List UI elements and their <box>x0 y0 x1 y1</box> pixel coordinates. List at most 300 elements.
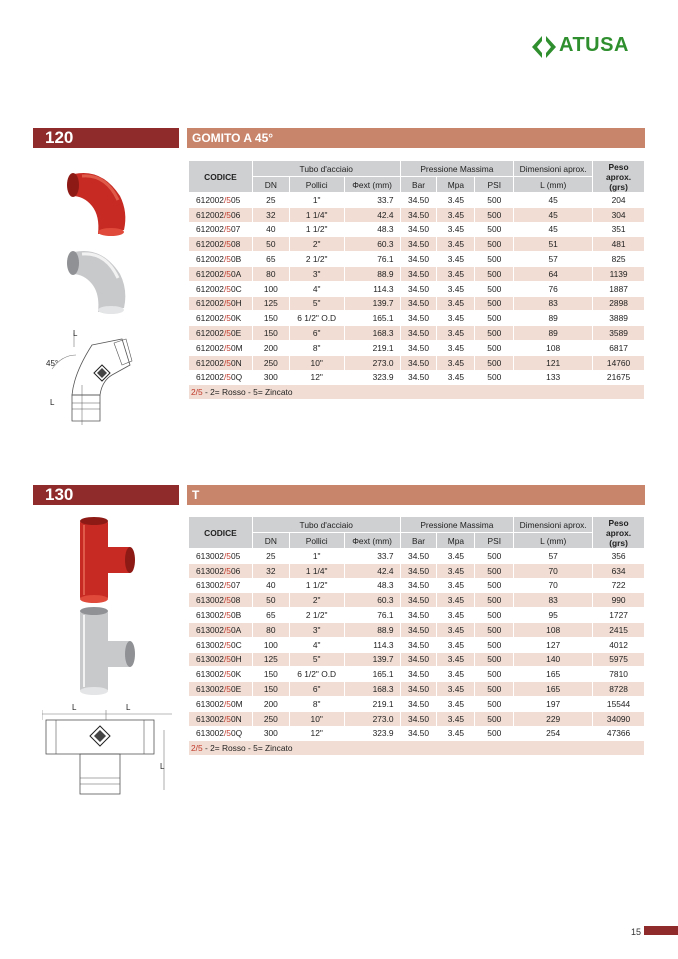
table-row <box>189 222 645 237</box>
elbow-galvanized-photo <box>62 240 137 320</box>
cell-l: 45 <box>514 193 593 208</box>
cell-codice <box>189 622 253 637</box>
cell-l: 133 <box>514 370 593 385</box>
table-row <box>189 252 645 267</box>
tee-table-body <box>189 549 645 756</box>
cell-psi: 500 <box>475 652 514 667</box>
cell-bar: 34.50 <box>400 696 437 711</box>
cell-mpa: 3.45 <box>437 340 475 355</box>
cell-bar: 34.50 <box>400 637 437 652</box>
header-dn: DN <box>252 177 289 193</box>
cell-phi: 33.7 <box>344 549 400 564</box>
cell-bar: 34.50 <box>400 281 437 296</box>
cell-codice <box>189 311 253 326</box>
cell-psi: 500 <box>475 608 514 623</box>
table-row <box>189 696 645 711</box>
legend-code: 2/5 <box>191 743 203 754</box>
header-phiext: Φext (mm) <box>344 177 400 193</box>
header-bar: Bar <box>400 533 437 549</box>
cell-mpa: 3.45 <box>437 696 475 711</box>
cell-bar: 34.50 <box>400 193 437 208</box>
code-suffix: 0K <box>230 313 242 324</box>
code-sep: /5 <box>223 728 231 739</box>
tee-spec-table <box>188 516 645 756</box>
code-sep: /5 <box>223 372 231 383</box>
tee-galvanized-photo <box>62 605 142 700</box>
cell-dn: 250 <box>252 355 289 370</box>
cell-psi: 500 <box>475 326 514 341</box>
cell-phi: 165.1 <box>344 667 400 682</box>
cell-mpa: 3.45 <box>437 593 475 608</box>
cell-bar: 34.50 <box>400 207 437 222</box>
cell-codice <box>189 355 253 370</box>
code-sep: /5 <box>223 224 231 235</box>
code-suffix: 06 <box>230 565 241 576</box>
cell-l: 70 <box>514 563 593 578</box>
cell-mpa: 3.45 <box>437 563 475 578</box>
code-prefix: 612002 <box>196 372 224 383</box>
code-sep: /5 <box>223 283 231 294</box>
cell-pollici: 5" <box>289 652 344 667</box>
table-row <box>189 326 645 341</box>
cell-codice <box>189 667 253 682</box>
cell-mpa: 3.45 <box>437 622 475 637</box>
cell-psi: 500 <box>475 237 514 252</box>
header-dimensioni: Dimensioni aprox. <box>514 161 593 177</box>
cell-pollici: 2 1/2" <box>289 252 344 267</box>
cell-pollici: 3" <box>289 622 344 637</box>
cell-pollici: 6 1/2" O.D <box>289 667 344 682</box>
cell-codice <box>189 696 253 711</box>
code-sep: /5 <box>223 194 231 205</box>
cell-codice <box>189 652 253 667</box>
cell-mpa: 3.45 <box>437 237 475 252</box>
cell-codice <box>189 682 253 697</box>
cell-dn: 32 <box>252 563 289 578</box>
cell-psi: 500 <box>475 340 514 355</box>
header-l-mm: L (mm) <box>514 177 593 193</box>
cell-l: 57 <box>514 549 593 564</box>
code-suffix: 0Q <box>230 728 243 739</box>
elbow-technical-drawing <box>42 325 142 430</box>
legend-code: 2/5 <box>191 387 203 398</box>
cell-psi: 500 <box>475 696 514 711</box>
cell-pollici: 4" <box>289 637 344 652</box>
cell-phi: 48.3 <box>344 578 400 593</box>
table-row <box>189 667 645 682</box>
dim-label-l-top: L <box>73 329 78 338</box>
cell-dn: 125 <box>252 652 289 667</box>
cell-l: 140 <box>514 652 593 667</box>
code-prefix: 612002 <box>196 268 224 279</box>
dim-label-l-side: L <box>160 762 165 771</box>
cell-psi: 500 <box>475 637 514 652</box>
code-suffix: 0N <box>230 713 242 724</box>
header-peso: Peso aprox. (grs) <box>593 517 645 549</box>
header-bar: Bar <box>400 177 437 193</box>
cell-pollici: 1" <box>289 549 344 564</box>
code-prefix: 612002 <box>196 328 224 339</box>
code-sep: /5 <box>223 268 231 279</box>
header-pollici: Pollici <box>289 177 344 193</box>
legend-text: - 2= Rosso - 5= Zincato <box>202 743 293 754</box>
page-number: 15 <box>631 927 642 937</box>
cell-phi: 219.1 <box>344 696 400 711</box>
code-suffix: 06 <box>230 209 241 220</box>
cell-bar: 34.50 <box>400 222 437 237</box>
cell-phi: 168.3 <box>344 682 400 697</box>
cell-phi: 76.1 <box>344 608 400 623</box>
cell-codice <box>189 296 253 311</box>
header-dimensioni: Dimensioni aprox. <box>514 517 593 533</box>
cell-phi: 323.9 <box>344 726 400 741</box>
cell-psi: 500 <box>475 622 514 637</box>
cell-bar: 34.50 <box>400 326 437 341</box>
brand-logo <box>531 33 651 61</box>
code-prefix: 613002 <box>196 580 224 591</box>
cell-bar: 34.50 <box>400 682 437 697</box>
code-prefix: 612002 <box>196 283 224 294</box>
cell-peso: 34090 <box>593 711 645 726</box>
table-row <box>189 563 645 578</box>
code-sep: /5 <box>223 639 231 650</box>
cell-bar: 34.50 <box>400 593 437 608</box>
cell-dn: 65 <box>252 608 289 623</box>
cell-pollici: 2 1/2" <box>289 608 344 623</box>
cell-psi: 500 <box>475 370 514 385</box>
code-prefix: 613002 <box>196 550 224 561</box>
brand-diamond-icon <box>531 35 557 59</box>
legend-row <box>189 385 645 400</box>
cell-bar: 34.50 <box>400 266 437 281</box>
cell-dn: 150 <box>252 326 289 341</box>
cell-pollici: 12" <box>289 726 344 741</box>
cell-peso: 634 <box>593 563 645 578</box>
cell-codice <box>189 370 253 385</box>
header-codice: CODICE <box>189 161 253 193</box>
cell-phi: 76.1 <box>344 252 400 267</box>
code-sep: /5 <box>223 698 231 709</box>
cell-phi: 60.3 <box>344 237 400 252</box>
code-suffix: 08 <box>230 239 241 250</box>
cell-mpa: 3.45 <box>437 726 475 741</box>
code-sep: /5 <box>223 342 231 353</box>
cell-psi: 500 <box>475 311 514 326</box>
elbow-red-photo <box>62 160 137 240</box>
code-prefix: 612002 <box>196 313 224 324</box>
cell-peso: 825 <box>593 252 645 267</box>
code-sep: /5 <box>223 298 231 309</box>
header-pressione: Pressione Massima <box>400 517 514 533</box>
cell-codice <box>189 193 253 208</box>
cell-pollici: 6" <box>289 682 344 697</box>
page-number-bar <box>644 926 678 935</box>
cell-pollici: 8" <box>289 340 344 355</box>
cell-codice <box>189 266 253 281</box>
section-number: 120 <box>33 128 179 148</box>
cell-pollici: 4" <box>289 281 344 296</box>
cell-pollici: 5" <box>289 296 344 311</box>
legend-text: - 2= Rosso - 5= Zincato <box>202 387 293 398</box>
code-prefix: 612002 <box>196 254 224 265</box>
code-prefix: 613002 <box>196 698 224 709</box>
cell-l: 45 <box>514 207 593 222</box>
section-number: 130 <box>33 485 179 505</box>
cell-dn: 80 <box>252 266 289 281</box>
cell-pollici: 6" <box>289 326 344 341</box>
header-pressione: Pressione Massima <box>400 161 514 177</box>
legend-cell <box>189 385 645 400</box>
table-row <box>189 578 645 593</box>
code-prefix: 613002 <box>196 713 224 724</box>
cell-psi: 500 <box>475 667 514 682</box>
cell-codice <box>189 222 253 237</box>
table-row <box>189 608 645 623</box>
cell-dn: 300 <box>252 726 289 741</box>
header-psi: PSI <box>475 177 514 193</box>
cell-phi: 168.3 <box>344 326 400 341</box>
cell-peso: 7810 <box>593 667 645 682</box>
code-prefix: 612002 <box>196 298 224 309</box>
header-tubo: Tubo d'acciaio <box>252 161 400 177</box>
header-mpa: Mpa <box>437 177 475 193</box>
code-suffix: 0K <box>230 669 242 680</box>
cell-mpa: 3.45 <box>437 578 475 593</box>
cell-peso: 481 <box>593 237 645 252</box>
section-title: T <box>187 485 645 505</box>
cell-psi: 500 <box>475 252 514 267</box>
cell-dn: 150 <box>252 311 289 326</box>
cell-codice <box>189 207 253 222</box>
cell-phi: 219.1 <box>344 340 400 355</box>
cell-mpa: 3.45 <box>437 281 475 296</box>
table-row <box>189 593 645 608</box>
code-suffix: 0H <box>230 298 242 309</box>
cell-mpa: 3.45 <box>437 252 475 267</box>
cell-mpa: 3.45 <box>437 667 475 682</box>
cell-peso: 3589 <box>593 326 645 341</box>
code-suffix: 07 <box>230 224 241 235</box>
cell-dn: 25 <box>252 193 289 208</box>
cell-bar: 34.50 <box>400 340 437 355</box>
cell-mpa: 3.45 <box>437 311 475 326</box>
code-prefix: 613002 <box>196 684 224 695</box>
cell-l: 83 <box>514 296 593 311</box>
code-prefix: 613002 <box>196 595 224 606</box>
cell-codice <box>189 711 253 726</box>
cell-dn: 100 <box>252 281 289 296</box>
cell-bar: 34.50 <box>400 667 437 682</box>
code-sep: /5 <box>223 669 231 680</box>
legend-cell <box>189 741 645 756</box>
header-psi: PSI <box>475 533 514 549</box>
cell-l: 108 <box>514 340 593 355</box>
code-suffix: 0B <box>230 254 242 265</box>
cell-peso: 304 <box>593 207 645 222</box>
cell-phi: 273.0 <box>344 711 400 726</box>
cell-peso: 204 <box>593 193 645 208</box>
cell-psi: 500 <box>475 266 514 281</box>
header-l-mm: L (mm) <box>514 533 593 549</box>
table-row <box>189 682 645 697</box>
cell-l: 197 <box>514 696 593 711</box>
cell-peso: 1139 <box>593 266 645 281</box>
cell-phi: 60.3 <box>344 593 400 608</box>
cell-peso: 351 <box>593 222 645 237</box>
cell-pollici: 6 1/2" O.D <box>289 311 344 326</box>
cell-pollici: 1 1/4" <box>289 207 344 222</box>
code-sep: /5 <box>223 624 231 635</box>
cell-peso: 8728 <box>593 682 645 697</box>
code-sep: /5 <box>223 254 231 265</box>
cell-phi: 88.9 <box>344 266 400 281</box>
cell-codice <box>189 340 253 355</box>
cell-psi: 500 <box>475 222 514 237</box>
table-row <box>189 622 645 637</box>
cell-dn: 32 <box>252 207 289 222</box>
cell-l: 229 <box>514 711 593 726</box>
code-sep: /5 <box>223 550 231 561</box>
code-sep: /5 <box>223 610 231 621</box>
code-suffix: 05 <box>230 194 241 205</box>
code-prefix: 613002 <box>196 624 224 635</box>
cell-dn: 125 <box>252 296 289 311</box>
cell-psi: 500 <box>475 682 514 697</box>
cell-peso: 5975 <box>593 652 645 667</box>
code-prefix: 612002 <box>196 357 224 368</box>
table-row <box>189 296 645 311</box>
code-suffix: 0M <box>230 342 243 353</box>
table-row <box>189 711 645 726</box>
cell-pollici: 1 1/2" <box>289 578 344 593</box>
cell-dn: 65 <box>252 252 289 267</box>
cell-mpa: 3.45 <box>437 266 475 281</box>
code-prefix: 612002 <box>196 209 224 220</box>
table-row <box>189 355 645 370</box>
cell-phi: 42.4 <box>344 563 400 578</box>
cell-codice <box>189 549 253 564</box>
code-sep: /5 <box>223 328 231 339</box>
cell-psi: 500 <box>475 355 514 370</box>
cell-l: 165 <box>514 667 593 682</box>
cell-dn: 80 <box>252 622 289 637</box>
code-suffix: 0E <box>230 684 242 695</box>
cell-phi: 88.9 <box>344 622 400 637</box>
cell-codice <box>189 281 253 296</box>
cell-dn: 200 <box>252 696 289 711</box>
cell-peso: 1887 <box>593 281 645 296</box>
code-suffix: 0C <box>230 283 242 294</box>
cell-peso: 15544 <box>593 696 645 711</box>
code-prefix: 612002 <box>196 239 224 250</box>
cell-dn: 40 <box>252 578 289 593</box>
cell-peso: 3889 <box>593 311 645 326</box>
table-row <box>189 193 645 208</box>
cell-l: 57 <box>514 252 593 267</box>
cell-l: 254 <box>514 726 593 741</box>
cell-bar: 34.50 <box>400 549 437 564</box>
cell-peso: 4012 <box>593 637 645 652</box>
code-sep: /5 <box>223 713 231 724</box>
table-row <box>189 340 645 355</box>
cell-l: 83 <box>514 593 593 608</box>
code-suffix: 0E <box>230 328 242 339</box>
code-suffix: 0C <box>230 639 242 650</box>
code-sep: /5 <box>223 654 231 665</box>
code-sep: /5 <box>223 684 231 695</box>
cell-phi: 273.0 <box>344 355 400 370</box>
cell-mpa: 3.45 <box>437 296 475 311</box>
cell-pollici: 2" <box>289 593 344 608</box>
cell-codice <box>189 563 253 578</box>
dim-label-l-top-left: L <box>72 703 77 712</box>
cell-phi: 114.3 <box>344 281 400 296</box>
code-prefix: 613002 <box>196 565 224 576</box>
cell-dn: 40 <box>252 222 289 237</box>
code-prefix: 613002 <box>196 639 224 650</box>
cell-psi: 500 <box>475 563 514 578</box>
cell-peso: 722 <box>593 578 645 593</box>
cell-codice <box>189 237 253 252</box>
cell-mpa: 3.45 <box>437 711 475 726</box>
code-prefix: 613002 <box>196 669 224 680</box>
table-row <box>189 370 645 385</box>
cell-mpa: 3.45 <box>437 207 475 222</box>
code-prefix: 612002 <box>196 342 224 353</box>
code-suffix: 0N <box>230 357 242 368</box>
cell-phi: 323.9 <box>344 370 400 385</box>
header-phiext: Φext (mm) <box>344 533 400 549</box>
cell-peso: 990 <box>593 593 645 608</box>
dim-label-angle: 45° <box>46 359 59 368</box>
cell-mpa: 3.45 <box>437 637 475 652</box>
cell-psi: 500 <box>475 296 514 311</box>
table-row <box>189 281 645 296</box>
cell-bar: 34.50 <box>400 652 437 667</box>
cell-mpa: 3.45 <box>437 370 475 385</box>
table-row <box>189 266 645 281</box>
cell-dn: 25 <box>252 549 289 564</box>
header-peso: Peso aprox. (grs) <box>593 161 645 193</box>
cell-peso: 1727 <box>593 608 645 623</box>
cell-phi: 33.7 <box>344 193 400 208</box>
cell-l: 127 <box>514 637 593 652</box>
cell-pollici: 2" <box>289 237 344 252</box>
code-prefix: 613002 <box>196 610 224 621</box>
cell-phi: 48.3 <box>344 222 400 237</box>
code-sep: /5 <box>223 313 231 324</box>
cell-l: 64 <box>514 266 593 281</box>
cell-dn: 150 <box>252 682 289 697</box>
cell-pollici: 12" <box>289 370 344 385</box>
cell-l: 108 <box>514 622 593 637</box>
code-suffix: 0A <box>230 268 242 279</box>
cell-psi: 500 <box>475 711 514 726</box>
cell-peso: 2415 <box>593 622 645 637</box>
code-sep: /5 <box>223 357 231 368</box>
cell-codice <box>189 608 253 623</box>
header-dn: DN <box>252 533 289 549</box>
cell-psi: 500 <box>475 593 514 608</box>
cell-l: 95 <box>514 608 593 623</box>
cell-phi: 139.7 <box>344 652 400 667</box>
cell-phi: 42.4 <box>344 207 400 222</box>
cell-psi: 500 <box>475 207 514 222</box>
code-sep: /5 <box>223 209 231 220</box>
elbow-spec-table <box>188 160 645 400</box>
cell-codice <box>189 326 253 341</box>
cell-l: 76 <box>514 281 593 296</box>
